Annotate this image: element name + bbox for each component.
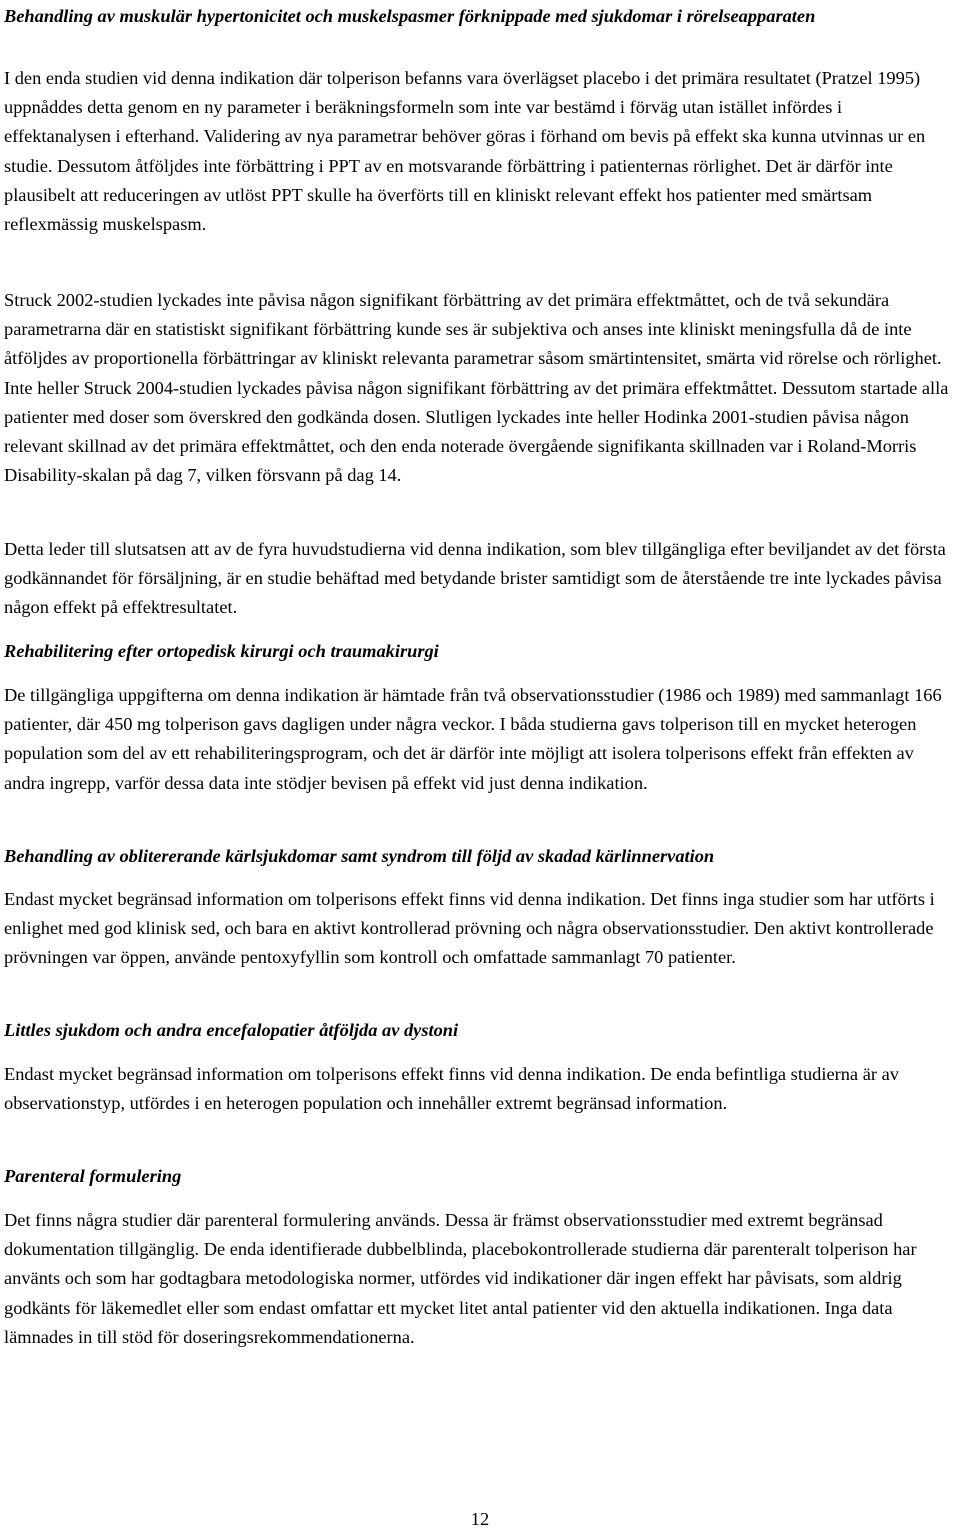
- paragraph: Endast mycket begränsad information om tolperisons effekt finns vid denna indikation. De enda befintliga studierna är av observationstyp, utfördes i en heterogen population och innehåller extremt begränsad information.: [4, 1064, 899, 1114]
- paragraph: Struck 2002-studien lyckades inte påvisa någon signifikant förbättring av det primära effektmåttet, och de två sekundära parametrarna där en statistiskt signifikant förbättring kunde ses är subjektiva och anses inte kliniskt meningsfulla då de inte åtföljdes av proportionella förbättringar av kliniskt relevanta parametrar såsom smärtintensitet, smärta vid rörelse och rörlighet. Inte heller Struck 2004-studien lyckades påvisa någon signifikant förbättring av det primära effektmåttet. Dessutom startade alla patienter med doser som överskred den godkända dosen. Slutligen lyckades inte heller Hodinka 2001-studien påvisa någon relevant skillnad av det primära effektmåttet, och den enda noterade övergående signifikanta skillnaden var i Roland-Morris Disability-skalan på dag 7, vilken försvann på dag 14.: [4, 290, 949, 486]
- paragraph: De tillgängliga uppgifterna om denna indikation är hämtade från två observationsstudier (1986 och 1989) med sammanlagt 166 patienter, där 450 mg tolperison gavs dagligen under några veckor. I båda studierna gavs tolperison till en mycket heterogen population som del av ett rehabiliteringsprogram, och det är därför inte möjligt att isolera tolperisons effekt från effekten av andra ingrepp, varför dessa data inte stödjer bevisen på effekt vid just denna indikation.: [4, 685, 942, 793]
- paragraph: Det finns några studier där parenteral formulering används. Dessa är främst observationsstudier med extremt begränsad dokumentation tillgänglig. De enda identifierade dubbelblinda, placebokontrollerade studierna där parenteralt tolperison har använts och som har godtagbara metodologiska normer, utfördes vid indikationer där ingen effekt har påvisats, som aldrig godkänts för läkemedlet eller som endast omfattar ett mycket litet antal patienter vid den aktuella indikationen. Inga data lämnades in till stöd för doseringsrekommendationerna.: [4, 1210, 917, 1347]
- section-heading: Behandling av oblitererande kärlsjukdomar samt syndrom till följd av skadad kärlinnervation: [4, 846, 715, 866]
- section-heading: Parenteral formulering: [4, 1166, 182, 1186]
- page-number: 12: [470, 1509, 490, 1529]
- paragraph: I den enda studien vid denna indikation där tolperison befanns vara överlägset placebo i det primära resultatet (Pratzel 1995) uppnåddes detta genom en ny parameter i beräkningsformeln som inte var bestämd i förväg utan istället infördes i effektanalysen i efterhand. Validering av nya parametrar behöver göras i förhand om bevis på effekt ska kunna utvinnas ur en studie. Dessutom åtföljdes inte förbättring i PPT av en motsvarande förbättring i patienternas rörlighet. Det är därför inte plausibelt att reduceringen av utlöst PPT skulle ha överförts till en kliniskt relevant effekt hos patienter med smärtsam reflexmässig muskelspasm.: [4, 68, 926, 235]
- paragraph: Endast mycket begränsad information om tolperisons effekt finns vid denna indikation. Det finns inga studier som har utförts i enlighet med god klinisk sed, och bara en aktivt kontrollerad prövning och några observationsstudier. Den aktivt kontrollerade prövningen var öppen, använde pentoxyfyllin som kontroll och omfattade sammanlagt 70 patienter.: [4, 889, 935, 968]
- section-heading: Behandling av muskulär hypertonicitet och muskelspasmer förknippade med sjukdomar i rörelseapparaten: [4, 6, 816, 26]
- section-heading: Littles sjukdom och andra encefalopatier åtföljda av dystoni: [4, 1020, 459, 1040]
- section-heading: Rehabilitering efter ortopedisk kirurgi och traumakirurgi: [4, 641, 439, 661]
- paragraph: Detta leder till slutsatsen att av de fyra huvudstudierna vid denna indikation, som blev tillgängliga efter beviljandet av det första godkännandet för försäljning, är en studie behäftad med betydande brister samtidigt som de återstående tre inte lyckades påvisa någon effekt på effektresultatet.: [4, 539, 946, 618]
